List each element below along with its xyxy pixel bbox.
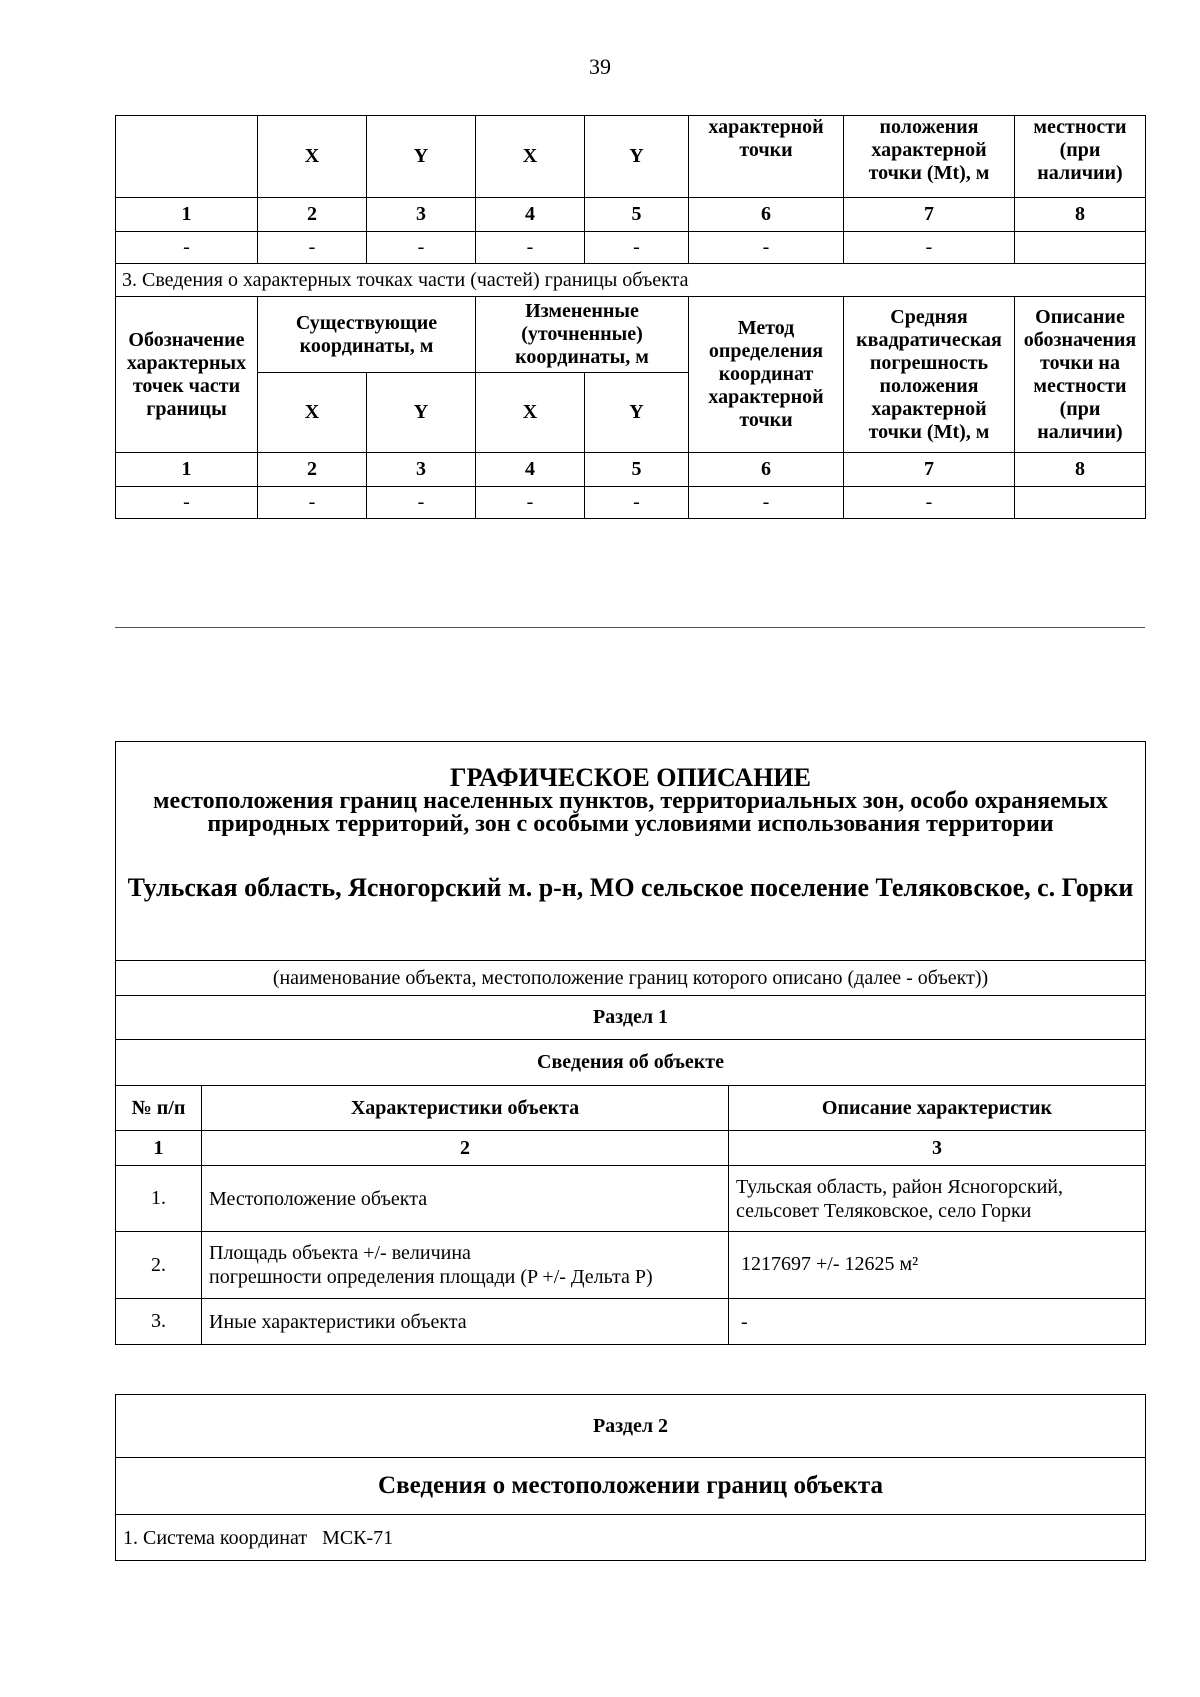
section-2-heading: Раздел 2	[116, 1395, 1146, 1458]
document-title: ГРАФИЧЕСКОЕ ОПИСАНИЕ	[450, 763, 811, 792]
table-cell: -	[367, 232, 476, 264]
place-hint-row	[116, 961, 1146, 996]
header-point-designation: Обозначение характерных точек части границы	[116, 297, 258, 453]
header-y: Y	[585, 373, 689, 453]
page-number: 39	[589, 54, 611, 79]
table-cell: -	[844, 232, 1015, 264]
graphic-description-table	[115, 741, 1146, 1345]
table-cell: -	[689, 487, 844, 519]
place-hint: (наименование объекта, местоположение границ которого описано (далее - объект))	[116, 961, 1146, 996]
column-number: 4	[476, 453, 585, 487]
characteristic-value: 1217697 +/- 12625 м²	[729, 1232, 1146, 1299]
row-number: 2.	[116, 1232, 202, 1299]
section-2-row	[116, 1395, 1146, 1458]
characteristic-value	[729, 1166, 1146, 1232]
section-2-title: Сведения о местоположении границ объекта	[116, 1458, 1146, 1515]
column-number: 3	[729, 1131, 1146, 1166]
column-number-row	[116, 198, 1146, 232]
header-changed-coords: Измененные (уточненные) координаты, м	[476, 297, 689, 373]
object-place: Тульская область, Ясногорский м. р-н, МО сельское поселение Теляковское, с. Горки	[127, 873, 1134, 902]
column-number: 4	[476, 198, 585, 232]
header-error: положения характерной точки (Mt), м	[844, 116, 1015, 198]
header-description: местности (при наличии)	[1015, 116, 1146, 198]
header-x: X	[258, 116, 367, 198]
characteristic-value: -	[729, 1299, 1146, 1345]
coordinate-system	[116, 1515, 1146, 1561]
column-number: 8	[1015, 198, 1146, 232]
column-number: 3	[367, 198, 476, 232]
separator-line	[115, 627, 1145, 628]
column-number: 5	[585, 453, 689, 487]
header-x: X	[476, 116, 585, 198]
header-characteristics: Характеристики объекта	[202, 1086, 729, 1131]
document-header-row	[116, 742, 1146, 961]
column-number: 5	[585, 198, 689, 232]
document-subtitle: местоположения границ населенных пунктов, территориальных зон, особо охраняемых природных территорий, зон с особыми условиями использования территории	[153, 788, 1108, 837]
column-number: 6	[689, 453, 844, 487]
row-number: 3.	[116, 1299, 202, 1345]
column-number-row	[116, 453, 1146, 487]
table-cell	[1015, 487, 1146, 519]
table-row	[116, 1232, 1146, 1299]
characteristic-name: Иные характеристики объекта	[202, 1299, 729, 1345]
name-line: погрешности определения площади (P +/- Дельта P)	[209, 1266, 653, 1288]
table-header-row	[116, 1086, 1146, 1131]
header-y: Y	[585, 116, 689, 198]
header-method: Метод определения координат характерной точки	[689, 297, 844, 453]
section-2-title-row	[116, 1458, 1146, 1515]
points-table	[115, 115, 1146, 519]
column-number: 7	[844, 453, 1015, 487]
column-number: 8	[1015, 453, 1146, 487]
header-x: X	[258, 373, 367, 453]
table-header-row	[116, 116, 1146, 198]
header-existing-coords: Существующие координаты, м	[258, 297, 476, 373]
header-description: Описание обозначения точки на местности (при наличии)	[1015, 297, 1146, 453]
section-3-title: 3. Сведения о характерных точках части (частей) границы объекта	[116, 264, 1146, 297]
table-cell: -	[585, 487, 689, 519]
table-cell: -	[844, 487, 1015, 519]
table-cell	[1015, 232, 1146, 264]
table-cell: -	[116, 232, 258, 264]
header-number: № п/п	[116, 1086, 202, 1131]
characteristic-name: Местоположение объекта	[202, 1166, 729, 1232]
header-y: Y	[367, 116, 476, 198]
column-number: 2	[258, 453, 367, 487]
table-cell: -	[476, 232, 585, 264]
table-row	[116, 1299, 1146, 1345]
section-1-title-row	[116, 1040, 1146, 1086]
characteristic-name	[202, 1232, 729, 1299]
column-number: 2	[202, 1131, 729, 1166]
header-method: характерной точки	[689, 116, 844, 198]
section-1-row	[116, 996, 1146, 1040]
name-line: Площадь объекта +/- величина	[209, 1242, 471, 1264]
header-x: X	[476, 373, 585, 453]
table-cell: -	[367, 487, 476, 519]
column-number: 2	[258, 198, 367, 232]
header-error: Средняя квадратическая погрешность положения характерной точки (Mt), м	[844, 297, 1015, 453]
column-number: 1	[116, 198, 258, 232]
header-description: Описание характеристик	[729, 1086, 1146, 1131]
section-2-table	[115, 1394, 1146, 1561]
section-1-title: Сведения об объекте	[116, 1040, 1146, 1086]
header-cell	[116, 116, 258, 198]
coordinate-system-label: 1. Система координат	[123, 1526, 308, 1549]
value-line: Тульская область, район Ясногорский,	[736, 1175, 1063, 1198]
row-number: 1.	[116, 1166, 202, 1232]
column-number: 7	[844, 198, 1015, 232]
table-cell: -	[476, 487, 585, 519]
table-row	[116, 487, 1146, 519]
table-cell: -	[689, 232, 844, 264]
column-number: 1	[116, 453, 258, 487]
document-header	[116, 742, 1146, 961]
column-number: 6	[689, 198, 844, 232]
table-cell: -	[585, 232, 689, 264]
section-1-heading: Раздел 1	[116, 996, 1146, 1040]
table-header-row	[116, 297, 1146, 373]
coordinate-system-row	[116, 1515, 1146, 1561]
table-cell: -	[258, 232, 367, 264]
column-number: 3	[367, 453, 476, 487]
table-cell: -	[116, 487, 258, 519]
header-y: Y	[367, 373, 476, 453]
table-row	[116, 1166, 1146, 1232]
table-row	[116, 232, 1146, 264]
value-line: сельсовет Теляковское, село Горки	[736, 1199, 1032, 1222]
coordinate-system-value: МСК-71	[322, 1526, 394, 1549]
column-number: 1	[116, 1131, 202, 1166]
column-number-row	[116, 1131, 1146, 1166]
section-3-row	[116, 264, 1146, 297]
table-cell: -	[258, 487, 367, 519]
